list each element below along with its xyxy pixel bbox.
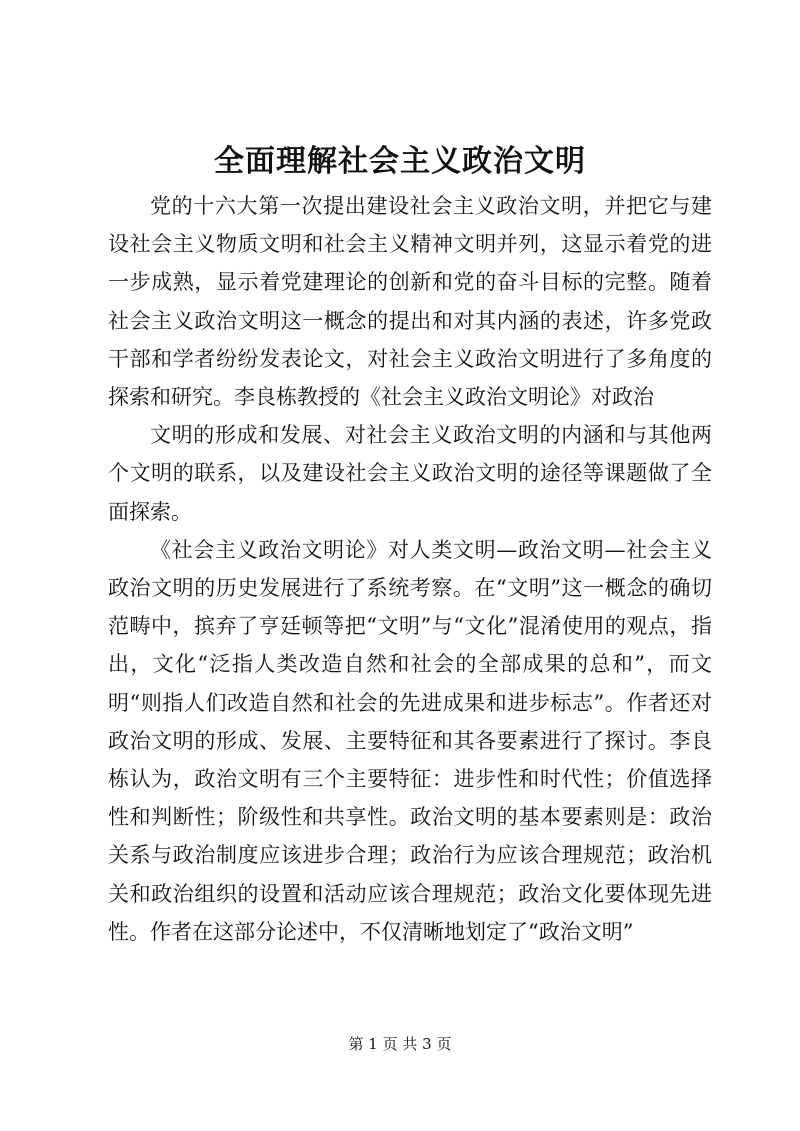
document-body [108,187,712,951]
paragraph-2: 文明的形成和发展、对社会主义政治文明的内涵和与其他两个文明的联系，以及建设社会主义政治文明的途径等课题做了全面探索。 [108,423,712,524]
paragraph-3: 《社会主义政治文明论》对人类文明—政治文明—社会主义政治文明的历史发展进行了系统考察。在“文明”这一概念的确切范畴中，摈弃了亨廷顿等把“文明”与“文化”混淆使用的观点，指出，文化“泛指人类改造自然和社会的全部成果的总和”，而文明“则指人们改造自然和社会的先进成果和进步标志”。作者还对政治文明的形成、发展、主要特征和其各要素进行了探讨。李良栋认为，政治文明有三个主要特征：进步性和时代性；价值选择性和判断性；阶级性和共享性。政治文明的基本要素则是：政治关系与政治制度应该进步合理；政治行为应该合理规范；政治机关和政治组织的设置和活动应该合理规范；政治文化要体现先进性。作者在这部分论述中，不仅清晰地划定了“政治文明” [108,537,712,944]
page-footer: 第 1 页 共 3 页 [348,1035,452,1053]
document-title: 全面理解社会主义政治文明 [214,144,586,179]
paragraph-1: 党的十六大第一次提出建设社会主义政治文明，并把它与建设社会主义物质文明和社会主义精神文明并列，这显示着党的进一步成熟，显示着党建理论的创新和党的奋斗目标的完整。随着社会主义政治文明这一概念的提出和对其内涵的表述，许多党政干部和学者纷纷发表论文，对社会主义政治文明进行了多角度的探索和研究。李良栋教授的《社会主义政治文明论》对政治 [108,194,712,410]
